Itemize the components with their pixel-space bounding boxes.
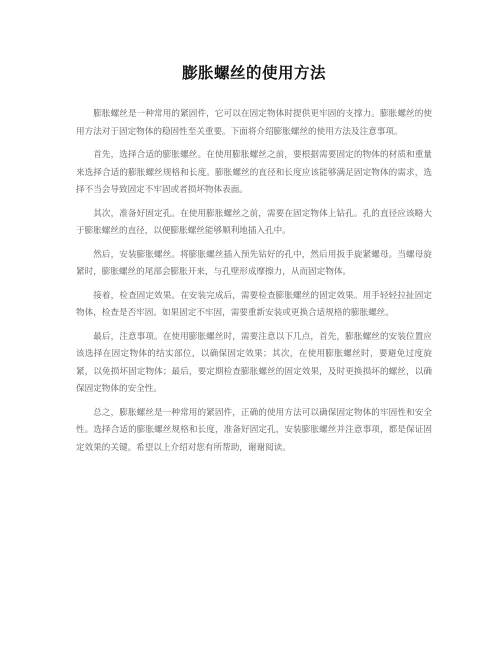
paragraph-summary: 总之，膨胀螺丝是一种常用的紧固件，正确的使用方法可以确保固定物体的牢固性和安全性。选择合适的膨胀螺丝规格和长度，准备好固定孔，安装膨胀螺丝并注意事项，都是保证固定效果的关键。希望以上介绍对您有所帮助，谢谢阅读。 xyxy=(76,407,432,453)
paragraph-step-install: 然后，安装膨胀螺丝。将膨胀螺丝插入预先钻好的孔中，然后用扳手旋紧螺母。当螺母旋紧时，膨胀螺丝的尾部会膨胀开来，与孔壁形成摩擦力，从而固定物体。 xyxy=(76,249,432,277)
paragraph-notes: 最后，注意事项。在使用膨胀螺丝时，需要注意以下几点，首先，膨胀螺丝的安装位置应该选择在固定物体的结实部位，以确保固定效果；其次，在使用膨胀螺丝时，要避免过度旋紧，以免损坏固定物体；最后，要定期检查膨胀螺丝的固定效果，及时更换损坏的螺丝，以确保固定物体的安全性。 xyxy=(76,331,432,394)
paragraph-intro: 膨胀螺丝是一种常用的紧固件，它可以在固定物体时提供更牢固的支撑力。膨胀螺丝的使用方法对于固定物体的稳固性至关重要。下面将介绍膨胀螺丝的使用方法及注意事项。 xyxy=(76,109,432,137)
paragraph-step-choose: 首先，选择合适的膨胀螺丝。在使用膨胀螺丝之前，要根据需要固定的物体的材质和重量来选择合适的膨胀螺丝规格和长度。膨胀螺丝的直径和长度应该能够满足固定物体的需求，选择不当会导致固定不牢固或者损坏物体表面。 xyxy=(76,150,432,195)
paragraph-step-check: 接着，检查固定效果。在安装完成后，需要检查膨胀螺丝的固定效果。用手轻轻拉扯固定物体，检查是否牢固。如果固定不牢固，需要重新安装或更换合适规格的膨胀螺丝。 xyxy=(76,290,432,318)
paragraph-step-drill: 其次，准备好固定孔。在使用膨胀螺丝之前，需要在固定物体上钻孔。孔的直径应该略大于膨胀螺丝的直径，以便膨胀螺丝能够顺利地插入孔中。 xyxy=(76,208,432,236)
document-title: 膨胀螺丝的使用方法 xyxy=(181,64,326,82)
